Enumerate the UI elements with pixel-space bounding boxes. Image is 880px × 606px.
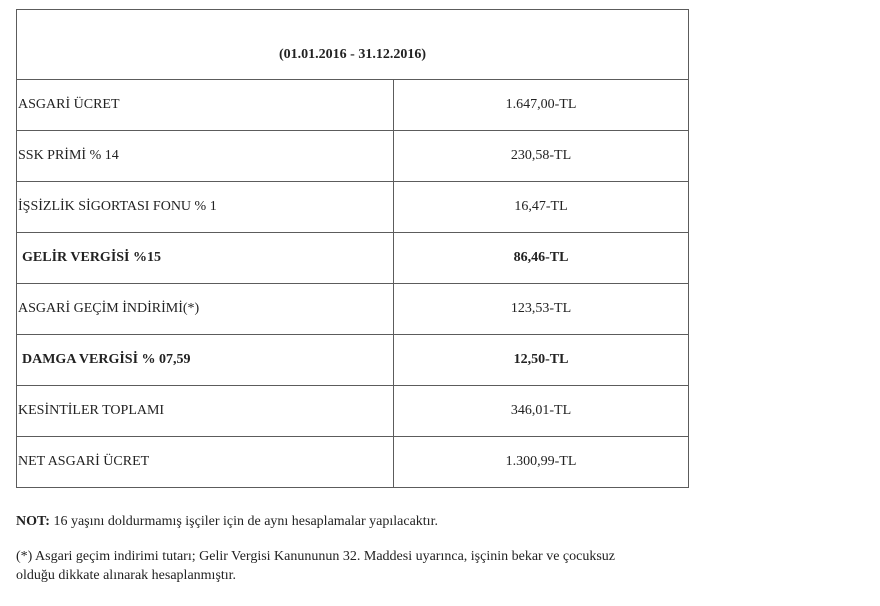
row-label: SSK PRİMİ % 14 [17,131,394,182]
note-label: NOT: [16,514,50,529]
footnote-line-1: (*) Asgari geçim indirimi tutarı; Gelir Vergisi Kanununun 32. Maddesi uyarınca, işçinin bekar ve çocuksuz [16,549,616,564]
table-row [17,437,689,488]
row-label: DAMGA VERGİSİ % 07,59 [17,335,394,386]
row-value: 346,01-TL [394,386,689,437]
table-row [17,386,689,437]
table-row [17,335,689,386]
row-label: ASGARİ ÜCRET [17,80,394,131]
period-heading: (01.01.2016 - 31.12.2016) [17,10,689,80]
footnote [16,547,716,585]
table-row [17,233,689,284]
age-note [16,512,716,531]
footnote-line-2: olduğu dikkate alınarak hesaplanmıştır. [16,568,237,583]
note-text: 16 yaşını doldurmamış işçiler için de aynı hesaplamalar yapılacaktır. [49,514,438,529]
row-value: 230,58-TL [394,131,689,182]
table-row [17,284,689,335]
row-label: İŞSİZLİK SİGORTASI FONU % 1 [17,182,394,233]
table-row [17,80,689,131]
minimum-wage-table [16,9,689,488]
row-value: 16,47-TL [394,182,689,233]
table-row [17,182,689,233]
row-label: GELİR VERGİSİ %15 [17,233,394,284]
row-value: 86,46-TL [394,233,689,284]
table-row [17,131,689,182]
row-label: KESİNTİLER TOPLAMI [17,386,394,437]
row-value: 12,50-TL [394,335,689,386]
row-value: 1.300,99-TL [394,437,689,488]
row-label: NET ASGARİ ÜCRET [17,437,394,488]
row-value: 1.647,00-TL [394,80,689,131]
row-label: ASGARİ GEÇİM İNDİRİMİ(*) [17,284,394,335]
table-header-row [17,10,689,80]
row-value: 123,53-TL [394,284,689,335]
